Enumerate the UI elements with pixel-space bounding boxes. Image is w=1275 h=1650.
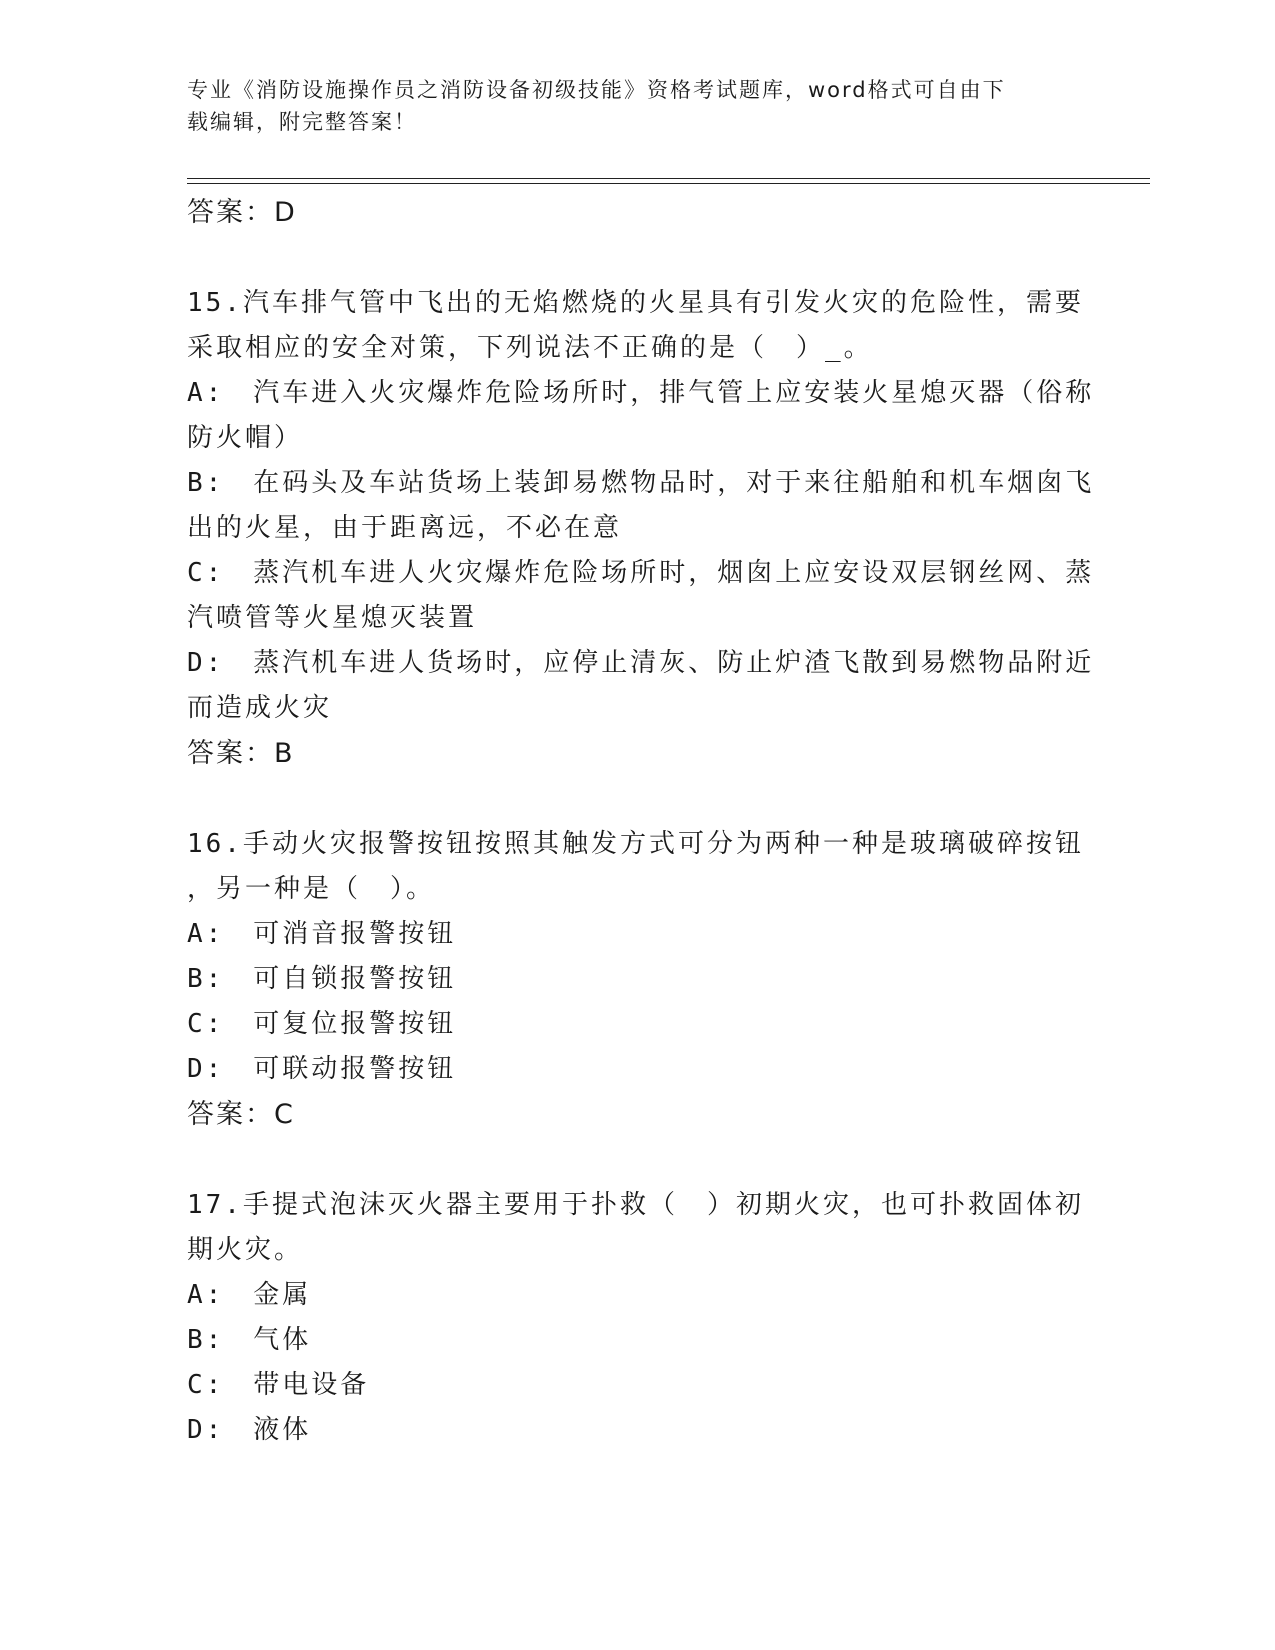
option-a-line: A: 汽车进入火灾爆炸危险场所时，排气管上应安装火星熄灭器（俗称 (187, 378, 1095, 408)
option-d-line: D: 蒸汽机车进人货场时，应停止清灰、防止炉渣飞散到易燃物品附近 (187, 648, 1095, 678)
answer-label: 答案：B (187, 738, 295, 769)
option-b-line: B: 气体 (187, 1325, 312, 1355)
question-list (187, 190, 1095, 1453)
option-d-line: D: 液体 (187, 1415, 312, 1445)
question-stem-line: 期火灾。 (187, 1235, 304, 1265)
option-c-line: C: 蒸汽机车进人火灾爆炸危险场所时，烟囱上应安设双层钢丝网、蒸 (187, 558, 1095, 588)
question-stem-line: 采取相应的安全对策，下列说法不正确的是（ ）_。 (187, 333, 873, 363)
answer-label: 答案：C (187, 1099, 295, 1130)
spacer (187, 776, 1077, 822)
spacer (187, 235, 1077, 281)
question-block (187, 822, 1084, 1137)
option-a-line: A: 金属 (187, 1280, 312, 1310)
header-line-1: 专业《消防设施操作员之消防设备初级技能》资格考试题库，word格式可自由下 (187, 78, 1006, 102)
option-b-line: 出的火星，由于距离远，不必在意 (187, 513, 623, 543)
question-block (187, 281, 1095, 776)
document-header (187, 74, 1067, 138)
question-stem-line: ，另一种是（ ）。 (187, 874, 436, 904)
question-stem-line: 16.手动火灾报警按钮按照其触发方式可分为两种一种是玻璃破碎按钮 (187, 829, 1084, 859)
answer-label: 答案：D (187, 197, 297, 228)
question-stem-line: 15.汽车排气管中飞出的无焰燃烧的火星具有引发火灾的危险性，需要 (187, 288, 1084, 318)
option-c-line: C: 带电设备 (187, 1370, 370, 1400)
option-a-line: 防火帽） (187, 423, 304, 453)
option-b-line: B: 在码头及车站货场上装卸易燃物品时，对于来往船舶和机车烟囱飞 (187, 468, 1095, 498)
spacer (187, 1137, 1077, 1183)
header-divider (187, 178, 1150, 179)
option-c-line: C: 可复位报警按钮 (187, 1009, 457, 1039)
option-d-line: D: 可联动报警按钮 (187, 1054, 457, 1084)
option-a-line: A: 可消音报警按钮 (187, 919, 457, 949)
header-line-2: 载编辑，附完整答案！ (187, 110, 417, 134)
header-divider-secondary (187, 183, 1150, 184)
question-stem-line: 17.手提式泡沫灭火器主要用于扑救（ ）初期火灾，也可扑救固体初 (187, 1190, 1084, 1220)
option-c-line: 汽喷管等火星熄灭装置 (187, 603, 478, 633)
question-block (187, 1183, 1084, 1453)
option-d-line: 而造成火灾 (187, 693, 333, 723)
option-b-line: B: 可自锁报警按钮 (187, 964, 457, 994)
